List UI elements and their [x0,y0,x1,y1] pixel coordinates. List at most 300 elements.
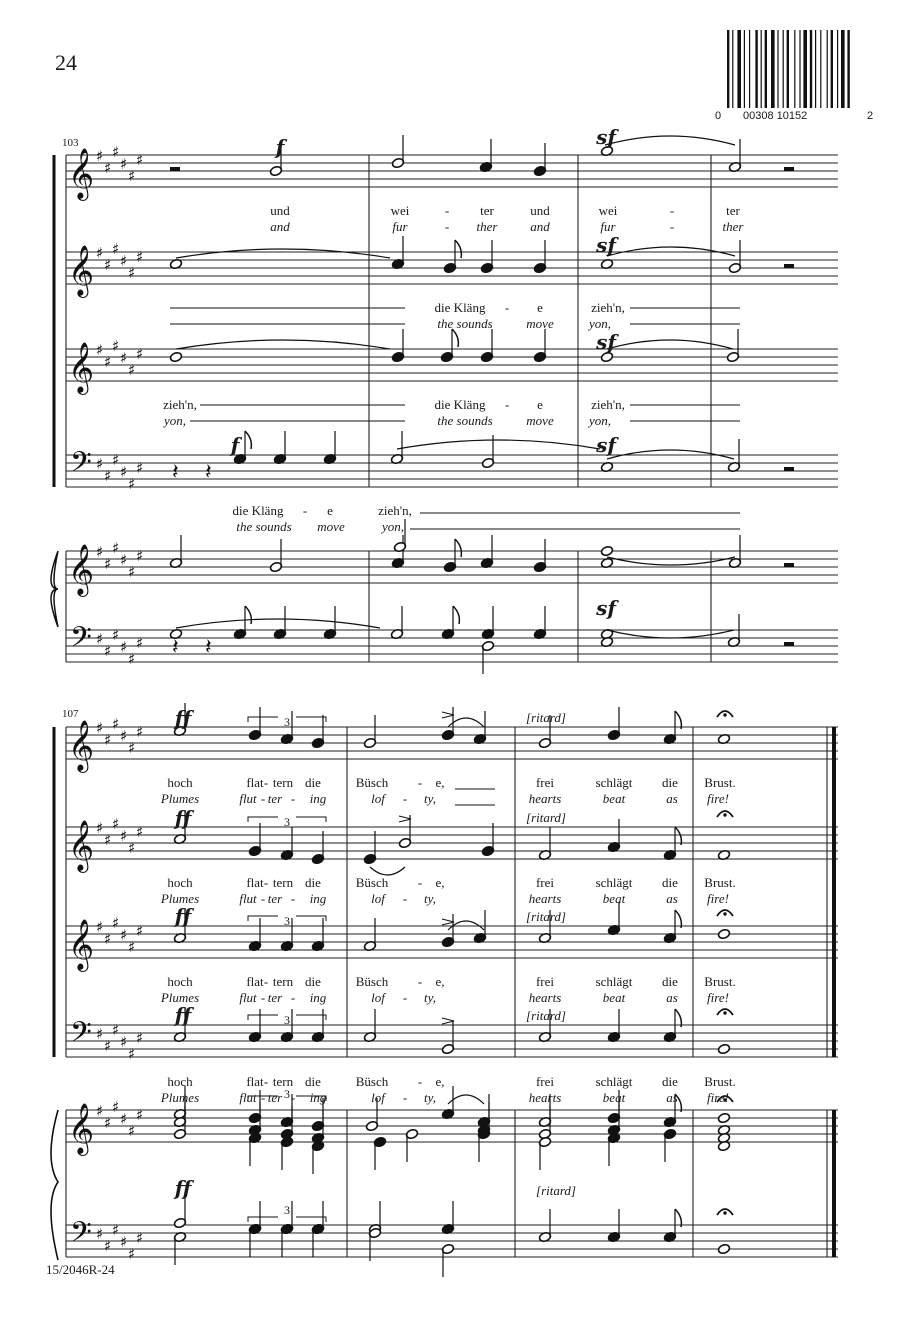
note-flag [245,606,251,624]
half-rest [784,167,794,171]
staff2-piano-lh-sharp: ♯ [136,1229,144,1247]
lyric: tern [272,1074,294,1089]
slur [607,340,733,349]
lyric-en: fire! [707,791,729,806]
lyric: hoch [167,875,193,890]
staff-tenor-sharp: ♯ [104,353,112,371]
final-barline [832,727,836,1057]
quarter-rest: 𝄽 [172,460,179,485]
staff-soprano-sharp: ♯ [96,147,104,165]
lyric-en: flut [239,891,257,906]
triplet-alto: 3 [284,815,290,829]
staff2-soprano-sharp: ♯ [104,731,112,749]
quarter-rest: 𝄽 [205,635,212,660]
staff2-soprano-treble-clef: 𝄞 [68,720,95,771]
lyric-en: Plumes [160,990,200,1005]
staff2-soprano-sharp: ♯ [120,727,128,745]
dynamic-soprano-f: f [275,135,285,159]
dynamic-piano-ff: ff [174,1176,192,1200]
staff-bass-sharp: ♯ [112,451,120,469]
staff-piano-lh-sharp: ♯ [104,642,112,660]
slur [176,249,390,258]
lyric-en: as [666,791,678,806]
lyric: e [327,503,333,518]
lyric: - [417,1074,423,1089]
lyric: die [662,775,678,790]
staff-piano-rh-sharp: ♯ [136,547,144,565]
staff2-tenor-sharp: ♯ [96,918,104,936]
lyric-en: ter [267,1090,283,1105]
piano-brace [51,1110,58,1260]
lyric-en: hearts [528,891,562,906]
lyric-en: Plumes [160,791,200,806]
ritard-tenor: [ritard] [526,909,566,924]
lyric-en: ter [267,990,283,1005]
lyric-en: - [402,990,408,1005]
staff2-piano-rh-sharp: ♯ [136,1106,144,1124]
slur [176,619,380,628]
lyric-en: yon, [588,413,612,428]
lyric: frei [535,775,555,790]
staff2-soprano-sharp: ♯ [112,715,120,733]
lyric-en: ty, [424,1090,436,1105]
lyric: - [417,974,423,989]
staff-tenor-sharp: ♯ [120,349,128,367]
lyric: - [263,974,269,989]
lyric-en: ing [309,990,327,1005]
half-rest [784,642,794,646]
staff-tenor-sharp: ♯ [136,345,144,363]
lyric: hoch [167,775,193,790]
lyric-en: ther [722,219,744,234]
staff-tenor-sharp: ♯ [128,361,136,379]
note [717,1043,730,1054]
lyric: die [305,974,321,989]
lyric: - [302,503,308,518]
lyric-en: - [290,891,296,906]
lyric-en: - [290,990,296,1005]
lyric: die [305,775,321,790]
lyric: die [305,1074,321,1089]
lyric-en: yon, [163,413,187,428]
half-rest [170,167,180,171]
lyric-en: ing [309,1090,327,1105]
note-flag [453,606,459,624]
dynamic-tenor-sf: sf [596,330,616,354]
lyric-en: ty, [424,891,436,906]
lyric: wei [390,203,410,218]
lyric-en: - [260,1090,266,1105]
lyric-en: ty, [424,791,436,806]
measure-number-107: 107 [62,708,79,720]
accent [399,816,411,822]
staff2-bass-sharp: ♯ [112,1021,120,1039]
lyric: frei [535,875,555,890]
staff2-alto-sharp: ♯ [104,831,112,849]
dynamic-bass-sf: sf [596,433,616,457]
staff2-alto-sharp: ♯ [96,819,104,837]
lyric: flat [246,1074,264,1089]
piano-brace [51,551,58,627]
staff-piano-lh-sharp: ♯ [128,650,136,668]
lyric: die [305,875,321,890]
lyric-en: as [666,990,678,1005]
accent [442,712,454,718]
lyric: zieh'n, [591,300,625,315]
dynamic-bass-ff: ff [174,1003,192,1027]
lyric: zieh'n, [163,397,197,412]
lyric: zieh'n, [591,397,625,412]
note-flag [675,1209,681,1227]
lyric-en: ther [476,219,498,234]
staff2-piano-rh-sharp: ♯ [104,1114,112,1132]
lyric-en: - [402,1090,408,1105]
staff-piano-lh-sharp: ♯ [136,634,144,652]
lyric: Brust. [704,974,736,989]
staff2-bass-sharp: ♯ [104,1037,112,1055]
accent [442,919,454,925]
lyric-en: hearts [528,791,562,806]
note [717,1112,730,1123]
lyric-en: flut [239,1090,257,1105]
lyric: e [537,300,543,315]
lyric: und [270,203,290,218]
staff-soprano-sharp: ♯ [128,167,136,185]
lyric: ter [726,203,740,218]
lyric: Büsch [355,974,389,989]
quarter-rest: 𝄽 [205,460,212,485]
staff2-bass-sharp: ♯ [120,1033,128,1051]
lyric: hoch [167,1074,193,1089]
lyric: schlägt [595,775,633,790]
lyric-en: ter [267,791,283,806]
lyric-en: move [526,316,554,331]
dynamic-soprano-ff: ff [174,706,192,730]
lyric-en: and [530,219,550,234]
ritard-bass: [ritard] [526,1008,566,1023]
lyric: frei [535,1074,555,1089]
dynamic-soprano-sf: sf [596,125,616,149]
triplet-piano-lh: 3 [284,1203,290,1217]
fermata-dot [723,713,726,716]
staff2-alto-sharp: ♯ [120,827,128,845]
note [717,928,730,939]
lyric-en: lof [371,990,385,1005]
lyric-en: beat [602,1090,626,1105]
staff-piano-rh-sharp: ♯ [128,563,136,581]
fermata-dot [723,1211,726,1214]
lyric: flat [246,875,264,890]
measure-number-103: 103 [62,137,79,149]
staff-piano-lh-sharp: ♯ [96,630,104,648]
staff-tenor-sharp: ♯ [112,337,120,355]
lyric: die [662,1074,678,1089]
ritard-piano: [ritard] [536,1183,576,1198]
lyric: - [417,875,423,890]
note-flag [452,329,458,347]
staff2-soprano-sharp: ♯ [128,739,136,757]
lyric: - [669,203,675,218]
lyric-en: ing [309,891,327,906]
lyric-en: as [666,891,678,906]
staff2-piano-rh-sharp: ♯ [128,1122,136,1140]
note-flag [675,827,681,845]
staff-tenor-treble-clef: 𝄞 [68,342,95,393]
note-flag [675,910,681,928]
lyric-en: ter [267,891,283,906]
staff2-piano-rh-sharp: ♯ [96,1102,104,1120]
lyric-en: - [669,219,675,234]
note [600,545,613,556]
lyric: - [504,397,510,412]
staff2-alto-sharp: ♯ [136,823,144,841]
staff-bass-sharp: ♯ [104,467,112,485]
lyric: - [263,1074,269,1089]
staff2-tenor-sharp: ♯ [112,914,120,932]
dynamic-piano-sf: sf [596,596,616,620]
page-number: 24 [55,50,77,75]
slur [176,340,390,349]
staff2-bass-bass-clef: 𝄢 [70,1016,92,1056]
staff-alto-treble-clef: 𝄞 [68,245,95,296]
fermata-dot [723,912,726,915]
staff-bass-sharp: ♯ [136,459,144,477]
ritard-alto: [ritard] [526,810,566,825]
lyric-en: - [260,990,266,1005]
lyric: und [530,203,550,218]
staff-piano-rh-sharp: ♯ [96,543,104,561]
half-rest [784,264,794,268]
slur [607,557,735,565]
staff2-piano-lh-sharp: ♯ [104,1237,112,1255]
lyric: schlägt [595,875,633,890]
lyric: - [263,875,269,890]
lyric: - [504,300,510,315]
lyric-en: Plumes [160,891,200,906]
lyric: Büsch [355,875,389,890]
lyric-en: beat [602,990,626,1005]
lyric: die [662,974,678,989]
staff2-piano-rh-sharp: ♯ [120,1110,128,1128]
lyric: - [417,775,423,790]
lyric: Brust. [704,775,736,790]
lyric: die Kläng [434,397,486,412]
staff2-alto-treble-clef: 𝄞 [68,820,95,871]
lyric-en: fire! [707,990,729,1005]
ritard-soprano: [ritard] [526,710,566,725]
lyric-en: fire! [707,1090,729,1105]
barcode-digit-left: 0 [715,110,722,122]
staff-soprano-sharp: ♯ [112,143,120,161]
lyric: schlägt [595,1074,633,1089]
staff-piano-rh-sharp: ♯ [104,555,112,573]
staff2-piano-lh-sharp: ♯ [96,1225,104,1243]
staff-tenor-sharp: ♯ [96,341,104,359]
lyric-en: and [270,219,290,234]
lyric: wei [598,203,618,218]
staff-alto-sharp: ♯ [96,244,104,262]
staff2-soprano-sharp: ♯ [96,719,104,737]
staff2-piano-rh-sharp: ♯ [112,1098,120,1116]
lyric-en: the sounds [236,519,292,534]
lyric-en: flut [239,791,257,806]
lyric-en: beat [602,791,626,806]
lyric-en: move [317,519,345,534]
staff-bass-sharp: ♯ [120,463,128,481]
lyric: tern [272,875,294,890]
lyric-en: yon, [381,519,405,534]
lyric: hoch [167,974,193,989]
dynamic-tenor-ff: ff [174,904,192,928]
lyric-en: ing [309,791,327,806]
lyric-en: as [666,1090,678,1105]
dynamic-bass-f: f [230,433,240,457]
note-flag [455,539,461,557]
lyric: Brust. [704,1074,736,1089]
lyric-en: hearts [528,990,562,1005]
staff-bass-sharp: ♯ [128,475,136,493]
lyric: flat [246,974,264,989]
lyric: e, [435,1074,445,1089]
lyric-en: - [290,1090,296,1105]
final-barline [832,1110,836,1257]
staff2-piano-lh-sharp: ♯ [120,1233,128,1251]
half-rest [784,563,794,567]
lyric-en: - [444,219,450,234]
staff-alto-sharp: ♯ [120,252,128,270]
lyric: tern [272,775,294,790]
staff2-bass-sharp: ♯ [96,1025,104,1043]
staff2-alto-sharp: ♯ [128,839,136,857]
lyric: tern [272,974,294,989]
lyric-en: fire! [707,891,729,906]
staff-soprano-sharp: ♯ [136,151,144,169]
half-rest [784,467,794,471]
lyric: e, [435,775,445,790]
note [717,1243,730,1254]
staff-piano-rh-sharp: ♯ [120,551,128,569]
accent [442,1018,454,1024]
lyric: e [537,397,543,412]
lyric: Brust. [704,875,736,890]
lyric: die Kläng [232,503,284,518]
slur [397,440,600,449]
staff2-piano-lh-sharp: ♯ [128,1245,136,1263]
lyric: die Kläng [434,300,486,315]
triplet-soprano: 3 [284,715,290,729]
lyric: frei [535,974,555,989]
lyric-en: the sounds [437,413,493,428]
lyric-en: - [402,891,408,906]
lyric-en: ty, [424,990,436,1005]
staff2-piano-lh-bass-clef: 𝄢 [70,1216,92,1256]
lyric-en: fur [600,219,616,234]
lyric: flat [246,775,264,790]
lyric-en: yon, [588,316,612,331]
staff2-tenor-treble-clef: 𝄞 [68,919,95,970]
lyric-en: Plumes [160,1090,200,1105]
slur [607,630,734,638]
lyric-en: - [290,791,296,806]
lyric-en: - [260,891,266,906]
lyric: - [444,203,450,218]
lyric-en: - [402,791,408,806]
catalog-number: 15/2046R-24 [46,1262,115,1277]
lyric-en: hearts [528,1090,562,1105]
staff-alto-sharp: ♯ [136,248,144,266]
lyric-en: move [526,413,554,428]
staff2-tenor-sharp: ♯ [104,930,112,948]
triplet-tenor: 3 [284,914,290,928]
triplet-piano-rh: 3 [284,1087,290,1101]
lyric-en: lof [371,891,385,906]
lyric-en: - [260,791,266,806]
staff-soprano-treble-clef: 𝄞 [68,148,95,199]
staff-bass-sharp: ♯ [96,455,104,473]
lyric: schlägt [595,974,633,989]
lyric: zieh'n, [378,503,412,518]
quarter-rest: 𝄽 [172,635,179,660]
staff-piano-lh-sharp: ♯ [120,638,128,656]
lyric: Büsch [355,1074,389,1089]
staff2-soprano-sharp: ♯ [136,723,144,741]
dynamic-alto-ff: ff [174,806,192,830]
lyric: Büsch [355,775,389,790]
lyric: die [662,875,678,890]
staff2-tenor-sharp: ♯ [136,922,144,940]
staff2-tenor-sharp: ♯ [128,938,136,956]
lyric: ter [480,203,494,218]
staff2-piano-rh-treble-clef: 𝄞 [68,1103,95,1154]
staff2-bass-sharp: ♯ [128,1045,136,1063]
dynamic-alto-sf: sf [596,233,616,257]
fermata-dot [723,813,726,816]
lyric-en: fur [392,219,408,234]
staff2-piano-lh-sharp: ♯ [112,1221,120,1239]
staff-soprano-sharp: ♯ [104,159,112,177]
note-flag [455,240,461,258]
note-flag [675,711,681,729]
triplet-bass: 3 [284,1013,290,1027]
staff-piano-lh-sharp: ♯ [112,626,120,644]
staff-piano-rh-sharp: ♯ [112,539,120,557]
fermata-dot [723,1011,726,1014]
lyric: - [263,775,269,790]
staff-piano-lh-bass-clef: 𝄢 [70,621,92,661]
lyric: e, [435,974,445,989]
slur [605,136,735,145]
staff-soprano-sharp: ♯ [120,155,128,173]
lyric-en: lof [371,1090,385,1105]
lyric-en: lof [371,791,385,806]
slur [370,867,405,875]
barcode-digits: 00308 10152 [743,110,808,122]
staff-alto-sharp: ♯ [104,256,112,274]
lyric-en: the sounds [437,316,493,331]
note [169,351,182,362]
staff-bass-bass-clef: 𝄢 [70,446,92,486]
lyric-en: beat [602,891,626,906]
staff-alto-sharp: ♯ [128,264,136,282]
staff-alto-sharp: ♯ [112,240,120,258]
lyric: e, [435,875,445,890]
note-flag [675,1009,681,1027]
staff2-bass-sharp: ♯ [136,1029,144,1047]
staff-piano-rh-treble-clef: 𝄞 [68,544,95,595]
lyric-en: flut [239,990,257,1005]
staff2-alto-sharp: ♯ [112,815,120,833]
barcode-digit-right: 2 [867,110,874,122]
